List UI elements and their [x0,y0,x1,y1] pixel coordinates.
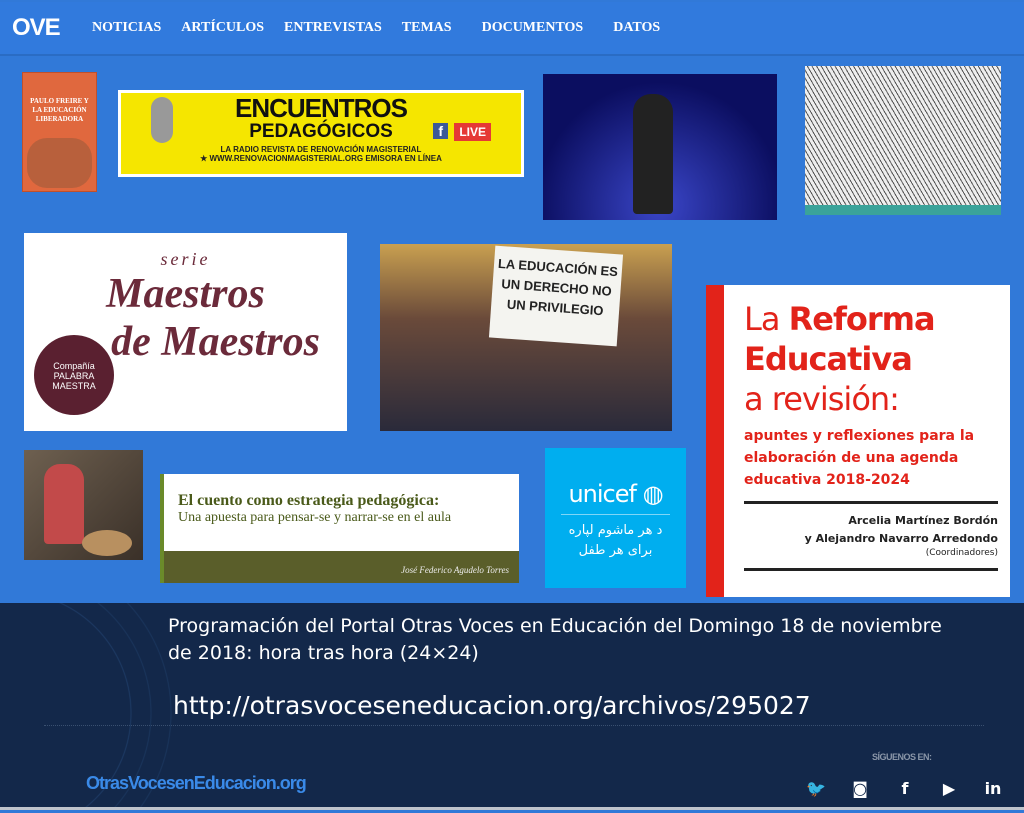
dotted-divider [44,725,984,726]
youtube-icon[interactable]: ▶ [942,779,956,798]
reforma-subtitle: apuntes y reflexiones para la elaboración de una agenda educativa 2018-2024 [744,428,975,488]
palabra-maestra-logo: Compañía PALABRA MAESTRA [34,335,114,415]
tile-protest-photo[interactable] [380,244,672,431]
article-url[interactable]: http://otrasvoceseneducacion.org/archivos/295027 [173,691,811,720]
banner-tagline: LA RADIO REVISTA DE RENOVACIÓN MAGISTERIAL [220,145,422,154]
hand-image [27,138,92,188]
tile-maestros-de-maestros[interactable] [24,233,347,431]
nav-articulos[interactable]: ARTÍCULOS [181,20,264,35]
nav-documentos[interactable]: DOCUMENTOS [481,20,584,35]
tile-reforma-educativa[interactable] [706,285,1010,597]
nav-temas[interactable]: TEMAS [401,20,452,35]
tile-sketch-illustration[interactable] [805,66,1001,215]
cuento-title: El cuento como estrategia pedagógica: [178,492,440,509]
globe-icon: ◍ [642,480,663,508]
banner-url: ★ WWW.RENOVACIONMAGISTERIAL.ORG EMISORA EN LÍNEA [200,154,442,163]
maestros-title-2: de Maestros [111,319,320,365]
tile-encuentros-pedagogicos[interactable] [118,90,524,177]
person-figure [44,464,84,544]
divider [744,568,998,571]
unicef-tagline-2: برای هر طفل [578,543,653,558]
protest-sign: LA EDUCACIÓN ES UN DERECHO NO UN PRIVILEGIO [489,246,623,347]
top-navbar [0,2,1024,56]
unicef-logo [545,480,686,508]
performer-figure [633,94,673,214]
twitter-icon[interactable]: 🐦 [806,779,826,798]
cuento-subtitle: Una apuesta para pensar-se y narrar-se en el aula [178,510,452,525]
linkedin-icon[interactable]: in [984,779,1002,798]
site-logo[interactable]: OVE [12,14,60,41]
facebook-icon[interactable]: f [901,779,909,798]
maestros-title: Maestros [106,271,265,317]
book-title: PAULO FREIRE Y LA EDUCACIÓN LIBERADORA [30,97,89,123]
reforma-title [744,299,1010,339]
divider [744,501,998,504]
banner-title: ENCUENTROS [234,93,407,123]
tile-el-cuento[interactable] [160,474,519,583]
reforma-title-3: a revisión: [744,380,899,418]
reforma-title-2-text: Educativa [744,340,912,378]
coordinators-label: (Coordinadores) [925,548,998,558]
nav-noticias[interactable]: NOTICIAS [92,20,162,35]
basket [82,530,132,556]
instagram-icon[interactable]: ◙ [852,779,868,798]
footer [0,603,1024,810]
reforma-title-prefix: La [744,300,789,338]
serie-label: serie [160,249,211,269]
tile-child-photo[interactable] [24,450,143,560]
main-nav [72,20,660,36]
article-title[interactable]: Programación del Portal Otras Voces en Educación del Domingo 18 de noviembre de 2018: hora tras hora (24×24) [168,615,942,664]
author-2: y Alejandro Navarro Arredondo [804,532,998,545]
divider [561,514,670,515]
tile-paulo-freire-book[interactable] [22,72,97,192]
tile-concert-photo[interactable] [543,74,777,220]
facebook-icon: f [433,123,448,139]
nav-datos[interactable]: DATOS [613,20,661,35]
follow-label: SÍGUENOS EN: [872,752,932,762]
unicef-tagline-1: د هر ماشوم لپاره [568,523,663,538]
author-1: Arcelia Martínez Bordón [848,514,998,527]
reforma-title-2 [744,339,1010,379]
reforma-title-bold: Reforma [788,300,935,338]
live-badge: LIVE [454,123,491,141]
tile-unicef[interactable] [545,448,686,588]
cuento-author: José Federico Agudelo Torres [164,551,519,583]
banner-subtitle: PEDAGÓGICOS [249,121,393,142]
nav-entrevistas[interactable]: ENTREVISTAS [284,20,382,35]
site-brand-link[interactable]: OtrasVocesenEducacion.org [86,773,306,793]
unicef-wordmark: unicef [568,480,636,508]
microphone-icon [151,97,173,143]
